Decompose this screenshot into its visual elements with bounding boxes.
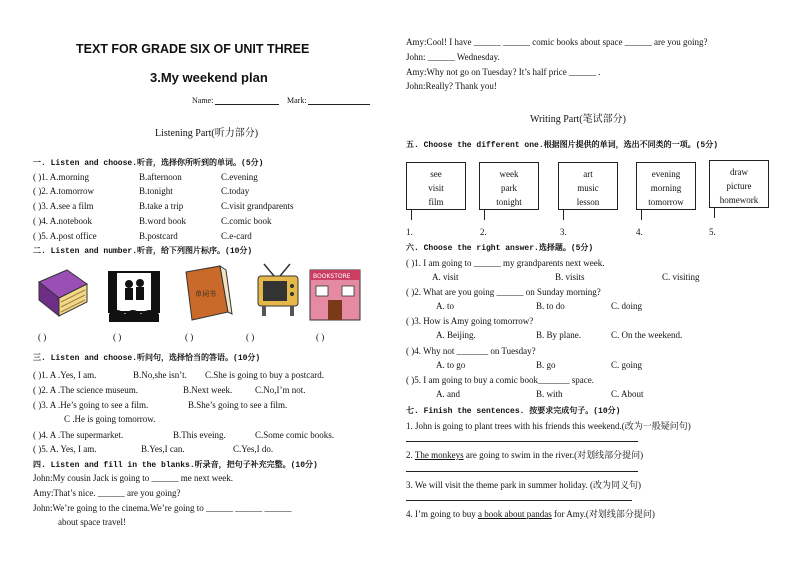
- dialogue-line: Amy:Why not go on Tuesday? It’s half price ______ .: [406, 67, 601, 77]
- bookstore-picture: [306, 262, 364, 324]
- box-number: 2.: [480, 227, 487, 237]
- word-book-label: 单词书: [195, 290, 216, 298]
- section-3-heading: 三. Listen and choose.听问句，选择恰当的答语。(10分): [33, 354, 261, 363]
- mc-question: ( )4. Why not _______ on Tuesday?: [406, 346, 536, 356]
- name-field[interactable]: [215, 104, 279, 105]
- section-2-heading: 二. Listen and number.听音，给下列图片标序。(10分): [33, 247, 253, 256]
- dialogue-line: John: ______ Wednesday.: [406, 52, 500, 62]
- word-box: evening morning tomorrow: [636, 162, 696, 210]
- section-4-heading: 四. Listen and fill in the blanks.听录音，把句子补充完整。(10分): [33, 461, 318, 470]
- television-picture: [250, 262, 308, 324]
- answer-paren[interactable]: ( ): [38, 332, 47, 342]
- section-5-heading: 五. Choose the different one.根据图片提供的单词，选出不同类的一项。(5分): [406, 141, 719, 150]
- section-1-heading: 一. Listen and choose.听音，选择你所听到的单词。(5分): [33, 159, 264, 168]
- answer-paren[interactable]: ( ): [185, 332, 194, 342]
- box-number: 1.: [406, 227, 413, 237]
- answer-line[interactable]: [406, 471, 638, 472]
- word-book-picture: [178, 262, 236, 324]
- mc-question: ( )2. What are you going ______ on Sunday morning?: [406, 287, 601, 297]
- box-number: 5.: [709, 227, 716, 237]
- mark-label: Mark:: [287, 96, 307, 105]
- page-subtitle: 3.My weekend plan: [150, 70, 268, 85]
- word-box: week park tonight: [479, 162, 539, 210]
- bookstore-label: BOOKSTORE: [313, 273, 351, 280]
- underlined-phrase: The monkeys: [414, 450, 464, 460]
- name-label: Name:: [192, 96, 214, 105]
- listening-part-title: Listening Part(听力部分): [155, 128, 259, 139]
- answer-paren[interactable]: ( ): [316, 332, 325, 342]
- underlined-phrase: a book about pandas: [478, 509, 552, 519]
- word-box: draw picture homework: [709, 160, 769, 208]
- box-number: 3.: [560, 227, 567, 237]
- mc-question: ( )1. I am going to ______ my grandparents next week.: [406, 258, 605, 268]
- answer-line[interactable]: [406, 500, 632, 501]
- dialogue-line: Amy:That’s nice. ______ are you going?: [33, 488, 181, 498]
- mc-question: ( )3. How is Amy going tomorrow?: [406, 316, 534, 326]
- dialogue-line: Amy:Cool! I have ______ ______ comic books about space ______ are you going?: [406, 37, 708, 47]
- dialogue-line: about space travel!: [58, 517, 126, 527]
- box-number: 4.: [636, 227, 643, 237]
- dialogue-line: John:My cousin Jack is going to ______ me next week.: [33, 473, 233, 483]
- mc-question: ( )5. I am going to buy a comic book_______ space.: [406, 375, 594, 385]
- rewrite-prompt: 3. We will visit the theme park in summer holiday. (改为同义句): [406, 480, 641, 490]
- rewrite-prompt: 4. I’m going to buy a book about pandas for Amy.(对划线部分提问): [406, 509, 655, 519]
- answer-paren[interactable]: ( ): [113, 332, 122, 342]
- section-7-heading: 七. Finish the sentences. 按要求完成句子。(10分): [406, 407, 621, 416]
- word-box: see visit film: [406, 162, 466, 210]
- answer-paren[interactable]: ( ): [246, 332, 255, 342]
- comic-book-picture: [33, 262, 91, 324]
- dialogue-line: John:Really? Thank you!: [406, 81, 497, 91]
- page-title: TEXT FOR GRADE SIX OF UNIT THREE: [76, 42, 310, 56]
- dialogue-line: John:We’re going to the cinema.We’re going to ______ ______ ______: [33, 503, 292, 513]
- cinema-picture: [105, 262, 163, 324]
- rewrite-prompt: 1. John is going to plant trees with his friends this weekend.(改为一般疑问句): [406, 421, 691, 431]
- writing-part-title: Writing Part(笔试部分): [530, 114, 626, 125]
- rewrite-prompt: 2. The monkeys are going to swim in the river.(对划线部分提问): [406, 450, 644, 460]
- section-6-heading: 六. Choose the right answer.选择题。(5分): [406, 244, 594, 253]
- answer-line[interactable]: [406, 441, 638, 442]
- word-box: art music lesson: [558, 162, 618, 210]
- mark-field[interactable]: [308, 104, 370, 105]
